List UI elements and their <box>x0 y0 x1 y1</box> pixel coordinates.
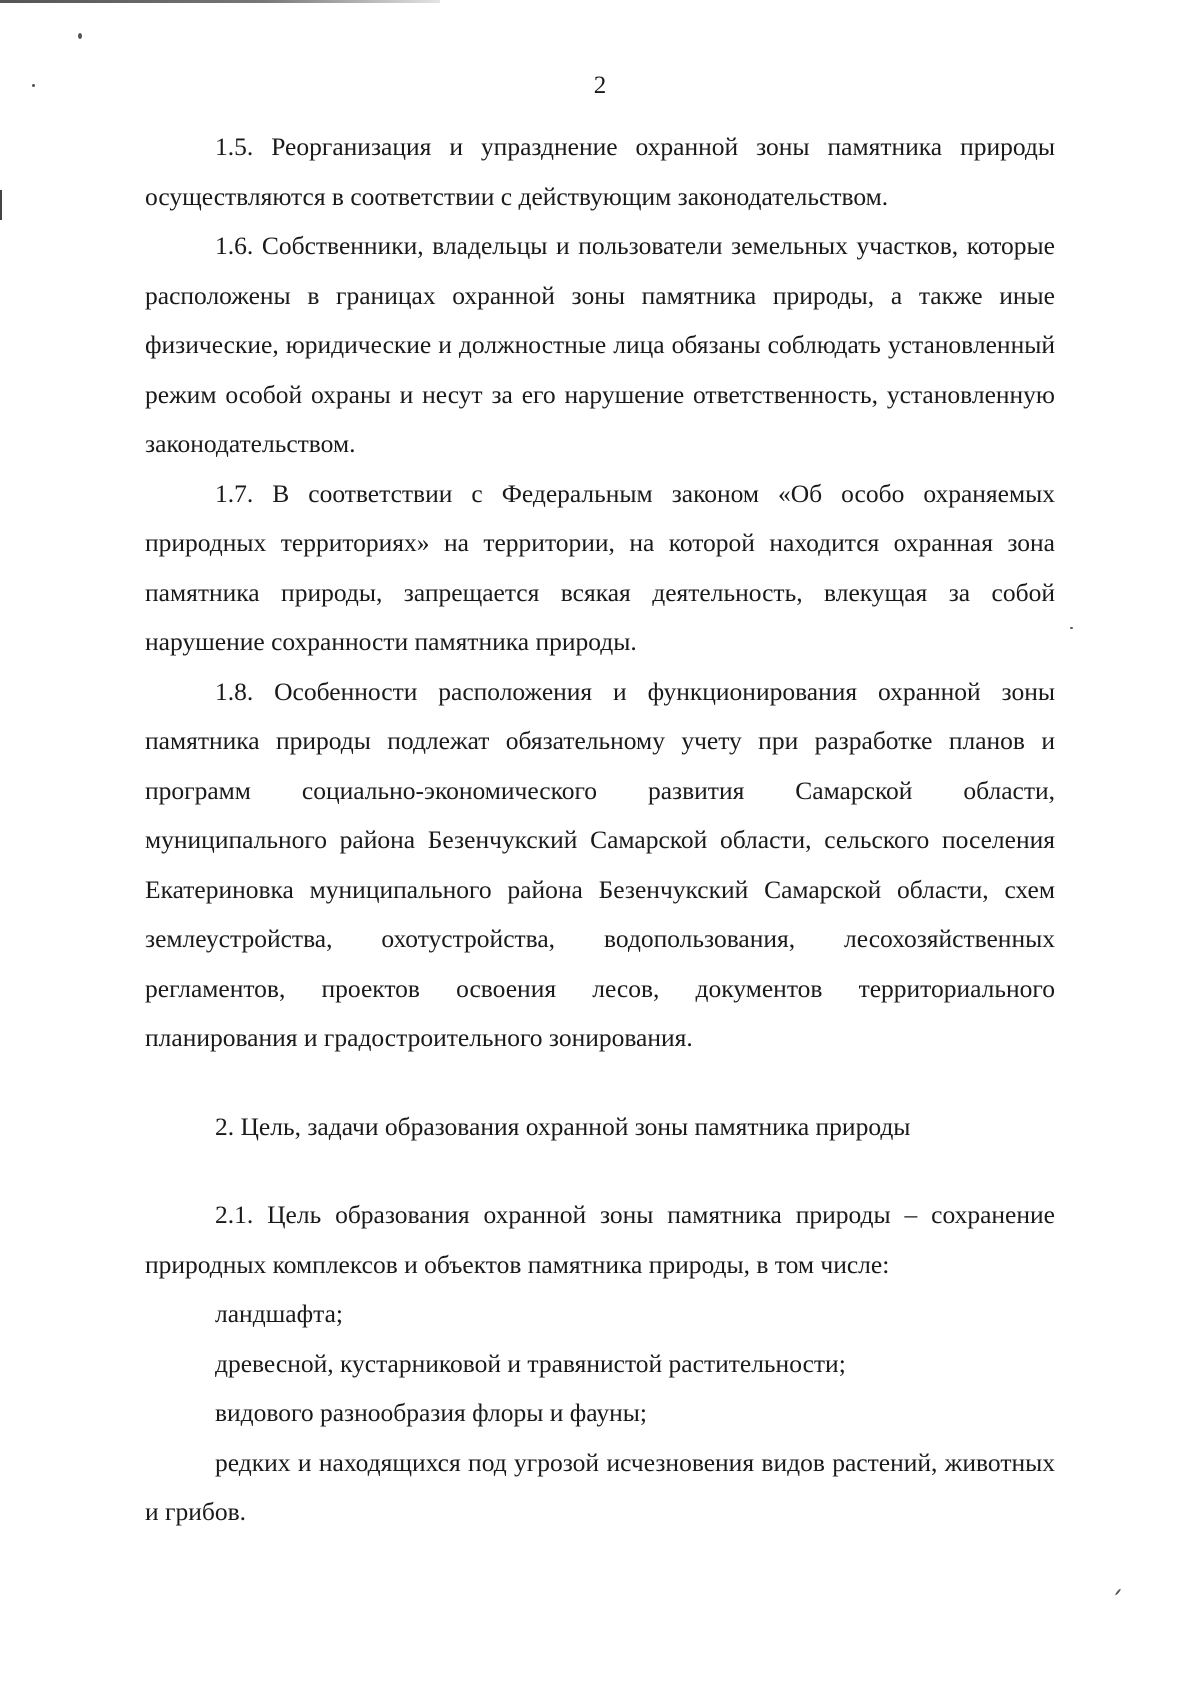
scan-speck <box>1115 1588 1122 1595</box>
scan-edge-left <box>0 190 2 220</box>
scan-speck <box>1070 627 1073 629</box>
section-heading: 2. Цель, задачи образования охранной зоны памятника природы <box>215 1111 911 1141</box>
paragraph-2-1: 2.1. Цель образования охранной зоны памятника природы – сохранение природных комплексов и объектов памятника природы, в том числе: <box>145 1200 1055 1279</box>
document-body <box>145 122 1055 1537</box>
paragraph-1-5: 1.5. Реорганизация и упразднение охранной зоны памятника природы осуществляются в соответствии с действующим законодательством. <box>145 132 1055 211</box>
list-item: древесной, кустарниковой и травянистой растительности; <box>215 1348 846 1378</box>
list-item: ландшафта; <box>215 1299 343 1328</box>
list-item: редких и находящихся под угрозой исчезновения видов растений, животных и грибов. <box>145 1447 1055 1526</box>
paragraph-1-7: 1.7. В соответствии с Федеральным законом «Об особо охраняемых природных территориях» на территории, на которой находится охранная зона памятника природы, запрещается всякая деятельность, влекущая за собой нарушение сохранности памятника природы. <box>145 478 1055 656</box>
paragraph-1-6: 1.6. Собственники, владельцы и пользователи земельных участков, которые расположены в границах охранной зоны памятника природы, а также иные физические, юридические и должностные лица обязаны соблюдать установленный режим особой охраны и несут за его нарушение ответственность, установленную законодательством. <box>145 231 1055 458</box>
scan-edge-top <box>0 0 440 3</box>
paragraph-1-8: 1.8. Особенности расположения и функционирования охранной зоны памятника природы подлежат обязательному учету при разработке планов и программ социально-экономического развития Самарской области, муниципального района Безенчукский Самарской области, сельского поселения Екатериновка муниципального района Безенчукский Самарской области, схем землеустройства, охотустройства, водопользования, лесохозяйственных регламентов, проектов освоения лесов, документов территориального планирования и градостроительного зонирования. <box>145 676 1055 1052</box>
list-item: видового разнообразия флоры и фауны; <box>215 1398 647 1427</box>
page-number: 2 <box>593 72 607 99</box>
scan-speck <box>78 33 82 39</box>
